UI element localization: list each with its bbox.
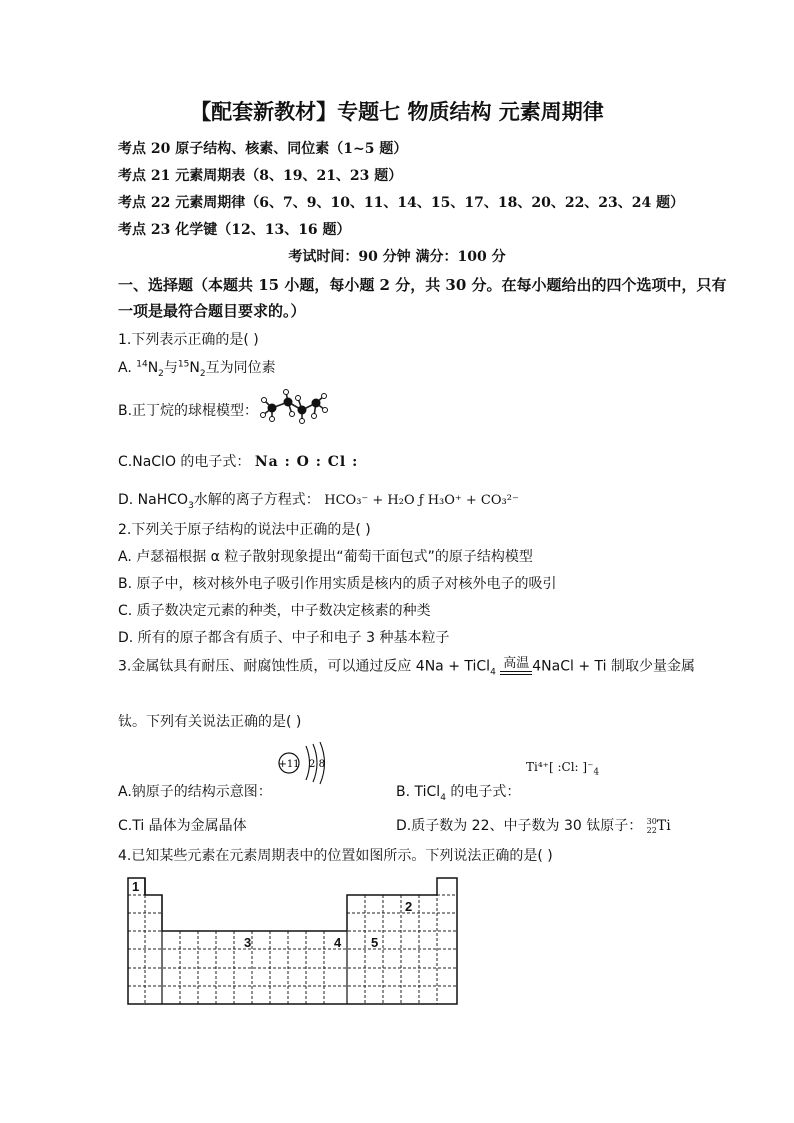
q1-option-c: [118, 451, 358, 471]
q1-d-mid: 水解的离子方程式：: [193, 492, 320, 508]
ticl4-electron-formula: [526, 760, 599, 777]
kaodian-20: 考点 20 原子结构、核素、同位素（1~5 题）: [118, 141, 408, 157]
naclo-electron-formula: Na : O : Cl :: [254, 454, 359, 470]
q1-option-d: [118, 489, 519, 511]
sodium-atom-structure-diagram: [276, 742, 340, 788]
na-shell-electrons: 2 8: [309, 759, 325, 770]
q3-stem: [118, 657, 695, 681]
pt-label-1: 1: [132, 879, 140, 894]
periodic-table-outline: [126, 876, 462, 1008]
ti-symbol: Ti: [656, 818, 671, 834]
pt-label-5: 5: [371, 935, 379, 950]
q1-a-iso2-el: N: [189, 360, 200, 376]
equals-bar: [500, 671, 532, 675]
q1-a-tail: 互为同位素: [205, 360, 276, 376]
q2-option-a: A. 卢瑟福根据 α 粒子散射现象提出“葡萄干面包式”的原子结构模型: [118, 549, 533, 565]
q2-stem: 2.下列关于原子结构的说法中正确的是( ): [118, 522, 371, 538]
q1-d-text: D. NaHCO: [118, 492, 189, 508]
q1-a-iso1-sub: 2: [158, 368, 164, 379]
q1-option-b: B.正丁烷的球棍模型：: [118, 403, 259, 419]
q3-option-b: [396, 781, 520, 803]
ti-mass-number: 30: [646, 817, 657, 826]
reaction-condition: 高温: [503, 656, 530, 671]
ticl4-formula-sub: 4: [593, 767, 600, 778]
q3-option-d: [396, 815, 671, 835]
exam-info: 考试时间：90 分钟 满分：100 分: [288, 249, 506, 265]
pt-label-2: 2: [405, 899, 413, 914]
kaodian-21: 考点 21 元素周期表（8、19、21、23 题）: [118, 168, 403, 184]
q3-b-sub: 4: [440, 792, 446, 803]
q3-b-tail: 的电子式：: [445, 784, 521, 800]
q3-stem-line2: 钛。下列有关说法正确的是( ): [118, 714, 302, 730]
q1-option-a: [118, 357, 276, 379]
q3-stem-pre: 3.金属钛具有耐压、耐腐蚀性质，可以通过反应 4Na + TiCl: [118, 658, 491, 675]
na-nucleus-charge: +11: [278, 759, 300, 770]
q3-d-text: D.质子数为 22、中子数为 30 钛原子：: [396, 818, 643, 834]
ti-nuclide-numbers: [647, 817, 657, 835]
q2-option-c: C. 质子数决定元素的种类，中子数决定核素的种类: [118, 603, 431, 619]
q2-option-d: D. 所有的原子都含有质子、中子和电子 3 种基本粒子: [118, 630, 450, 646]
section-heading-line2: 一项是最符合题目要求的。）: [118, 302, 306, 320]
q1-a-iso2-sub: 2: [199, 368, 206, 379]
q1-d-sub: 3: [188, 500, 194, 511]
reaction-condition-arrow: [500, 657, 532, 676]
q1-stem: 1.下列表示正确的是( ): [118, 332, 259, 348]
q1-a-mid: 与: [163, 360, 178, 376]
page-title: 【配套新教材】专题七 物质结构 元素周期律: [190, 99, 604, 124]
pt-label-3: 3: [244, 935, 252, 950]
q3-stem-post: 4NaCl + Ti 制取少量金属: [532, 658, 695, 675]
q1-a-iso1-el: N: [147, 360, 159, 376]
ti-atomic-number: 22: [646, 826, 657, 835]
ticl4-formula-text: Ti⁴⁺[ :Cl: ]⁻: [526, 760, 594, 774]
q1-a-label: A.: [118, 360, 137, 376]
q3-b-text: B. TiCl: [396, 784, 441, 800]
q1-c-text: C.NaClO 的电子式：: [118, 454, 251, 470]
q1-a-iso1-mass: 14: [136, 359, 148, 370]
q3-option-a: A.钠原子的结构示意图：: [118, 784, 272, 800]
q4-stem: 4.已知某些元素在元素周期表中的位置如图所示。下列说法正确的是( ): [118, 848, 553, 864]
q1-a-iso2-mass: 15: [177, 359, 190, 370]
q3-option-c: C.Ti 晶体为金属晶体: [118, 818, 247, 834]
q1-d-equation: HCO₃⁻ + H₂O ƒ H₃O⁺ + CO₃²⁻: [324, 493, 519, 508]
kaodian-23: 考点 23 化学键（12、13、16 题）: [118, 222, 351, 238]
q2-option-b: B. 原子中，核对核外电子吸引作用实质是核内的质子对核外电子的吸引: [118, 576, 557, 592]
pt-label-4: 4: [334, 935, 342, 950]
kaodian-22: 考点 22 元素周期律（6、7、9、10、11、14、15、17、18、20、22、23、24 题）: [118, 195, 685, 211]
q3-stem-sub: 4: [490, 667, 496, 678]
section-heading-line1: 一、选择题（本题共 15 小题，每小题 2 分，共 30 分。在每小题给出的四个选项中，只有: [118, 276, 727, 294]
butane-ball-stick-model: [258, 388, 330, 424]
